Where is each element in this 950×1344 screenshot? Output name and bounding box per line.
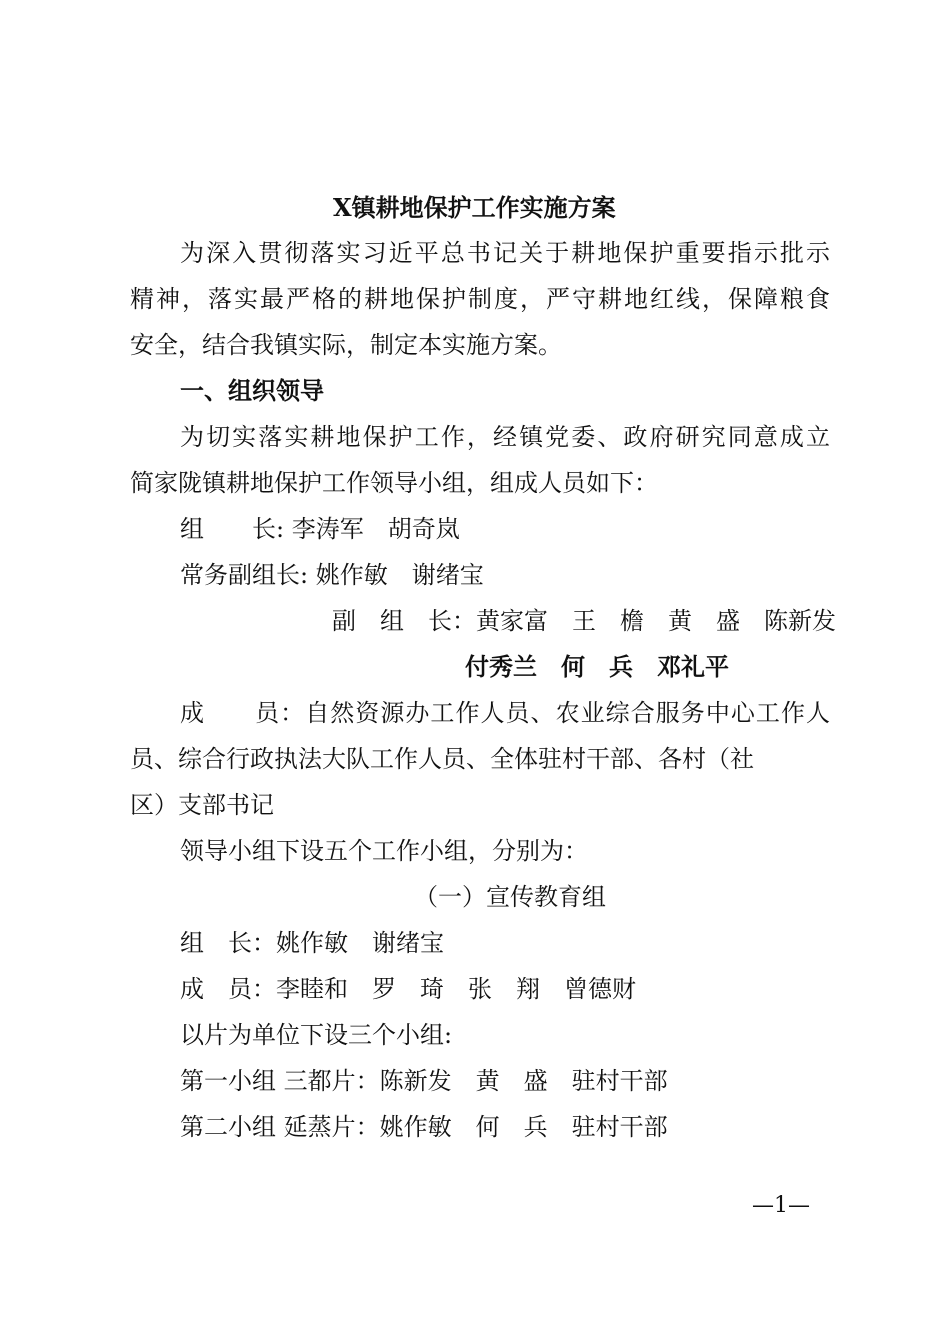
group1-members: 成 员：李睦和 罗 琦 张 翔 曾德财	[180, 975, 636, 1003]
deputy-line: 副 组 长：黄家富 王 檐 黄 盛 陈新发	[332, 607, 836, 635]
exec-deputy-line: 常务副组长: 姚作敏 谢绪宝	[180, 561, 484, 589]
deputy-line-continued: 付秀兰 何 兵 邓礼平	[465, 652, 729, 681]
members-line-3: 区）支部书记	[130, 791, 274, 819]
section1-line-2: 简家陇镇耕地保护工作领导小组，组成人员如下：	[130, 469, 658, 497]
members-line-2: 员、综合行政执法大队工作人员、全体驻村干部、各村（社	[130, 745, 754, 773]
section1-line-1: 为切实落实耕地保护工作，经镇党委、政府研究同意成立	[180, 423, 830, 451]
leader-line: 组 长: 李涛军 胡奇岚	[180, 515, 460, 543]
page-number: —1—	[752, 1193, 810, 1218]
subgroup-1: 第一小组 三都片：陈新发 黄 盛 驻村干部	[180, 1067, 668, 1095]
group1-heading: （一）宣传教育组	[414, 883, 606, 911]
groups-intro: 领导小组下设五个工作小组，分别为：	[180, 837, 588, 865]
section-heading-organization: 一、组织领导	[180, 377, 324, 405]
intro-line-1: 为深入贯彻落实习近平总书记关于耕地保护重要指示批示	[180, 239, 830, 267]
intro-line-2: 精神，落实最严格的耕地保护制度，严守耕地红线，保障粮食	[130, 285, 830, 313]
intro-line-3: 安全，结合我镇实际，制定本实施方案。	[130, 331, 562, 359]
subgroups-intro: 以片为单位下设三个小组:	[180, 1021, 453, 1049]
subgroup-2: 第二小组 延蒸片：姚作敏 何 兵 驻村干部	[180, 1113, 668, 1141]
group1-leader: 组 长：姚作敏 谢绪宝	[180, 929, 444, 957]
document-title: X镇耕地保护工作实施方案	[333, 193, 616, 222]
members-line-1: 成 员：自然资源办工作人员、农业综合服务中心工作人	[180, 699, 830, 727]
